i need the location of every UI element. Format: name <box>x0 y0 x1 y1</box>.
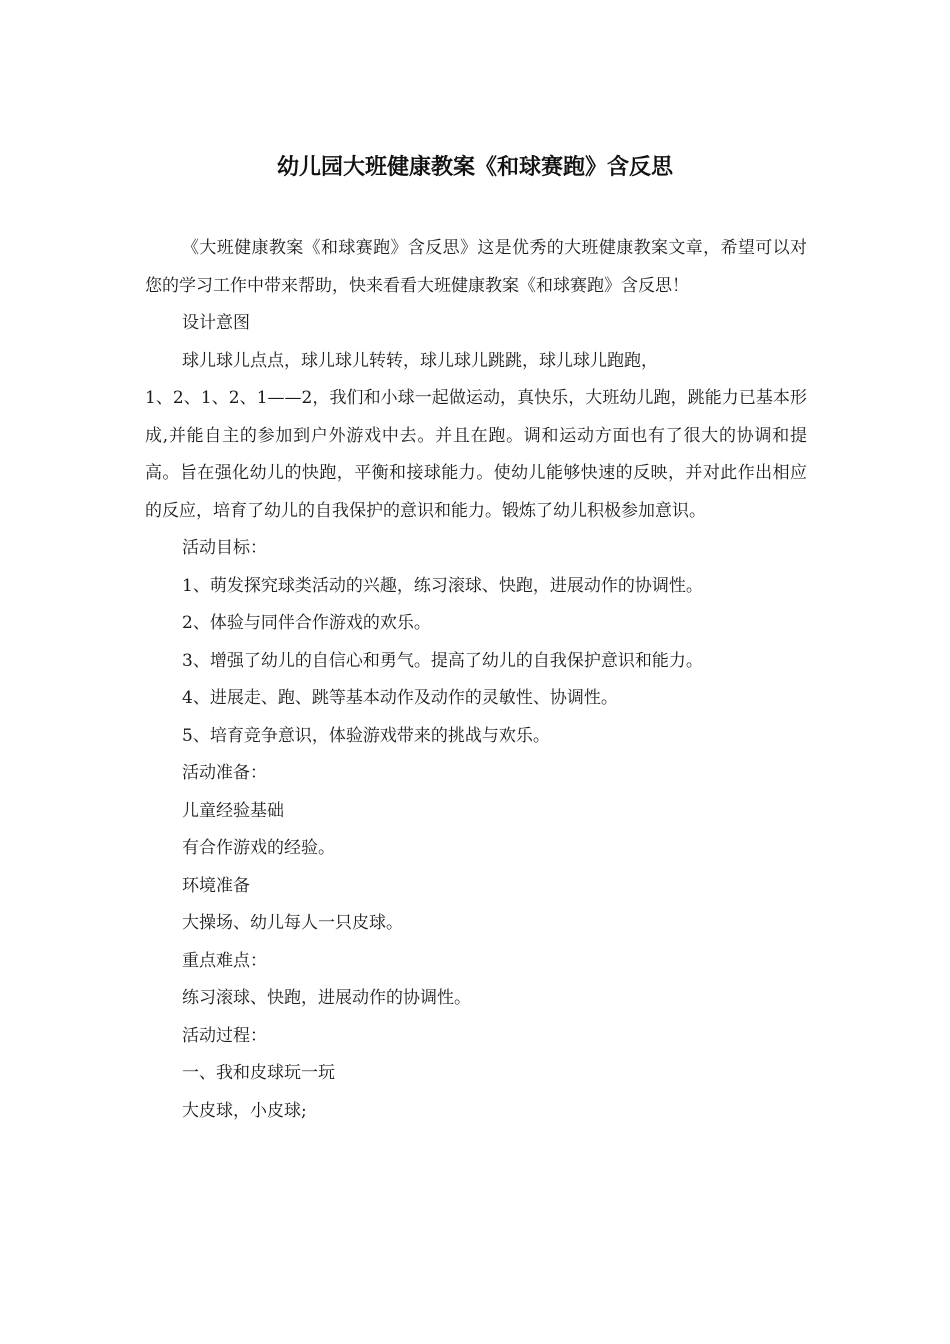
process-step-title: 一、我和皮球玩一玩 <box>182 1063 335 1083</box>
prep-env-text: 大操场、幼儿每人一只皮球。 <box>182 913 403 933</box>
process-heading: 活动过程： <box>182 1025 267 1046</box>
goal-item: 4、进展走、跑、跳等基本动作及动作的灵敏性、协调性。 <box>182 688 618 708</box>
design-heading: 设计意图 <box>182 313 250 333</box>
process-step-text: 大皮球，小皮球; <box>182 1100 307 1121</box>
goal-item: 1、萌发探究球类活动的兴趣，练习滚球、快跑，进展动作的协调性。 <box>182 575 703 596</box>
goal-item: 5、培育竞争意识，体验游戏带来的挑战与欢乐。 <box>182 725 550 746</box>
goal-item: 2、体验与同伴合作游戏的欢乐。 <box>182 613 431 633</box>
design-paragraph: 1、2、1、2、1——2，我们和小球一起做运动，真快乐，大班幼儿跑，跳能力已基本形成,并能自主的参加到户外游戏中去。并且在跑。调和运动方面也有了很大的协调和提高。旨在强化幼儿的快跑，平衡和接球能力。使幼儿能够快速的反映，并对此作出相应的反应，培育了幼儿的自我保护的意识和能力。锻炼了幼儿积极参加意识。 <box>145 388 807 521</box>
prep-env-heading: 环境准备 <box>182 875 250 896</box>
prep-experience-text: 有合作游戏的经验。 <box>182 838 335 858</box>
prep-experience-heading: 儿童经验基础 <box>182 800 284 821</box>
document-body <box>145 230 807 1130</box>
design-line: 球儿球儿点点，球儿球儿转转，球儿球儿跳跳，球儿球儿跑跑， <box>182 350 658 371</box>
intro-paragraph: 《大班健康教案《和球赛跑》含反思》这是优秀的大班健康教案文章，希望可以对您的学习工作中带来帮助，快来看看大班健康教案《和球赛跑》含反思！ <box>145 238 807 296</box>
goal-item: 3、增强了幼儿的自信心和勇气。提高了幼儿的自我保护意识和能力。 <box>182 650 703 671</box>
document-title: 幼儿园大班健康教案《和球赛跑》含反思 <box>276 155 673 180</box>
goals-heading: 活动目标： <box>182 538 267 558</box>
key-heading: 重点难点： <box>182 950 267 971</box>
prep-heading: 活动准备： <box>182 763 267 783</box>
key-text: 练习滚球、快跑，进展动作的协调性。 <box>182 988 471 1008</box>
